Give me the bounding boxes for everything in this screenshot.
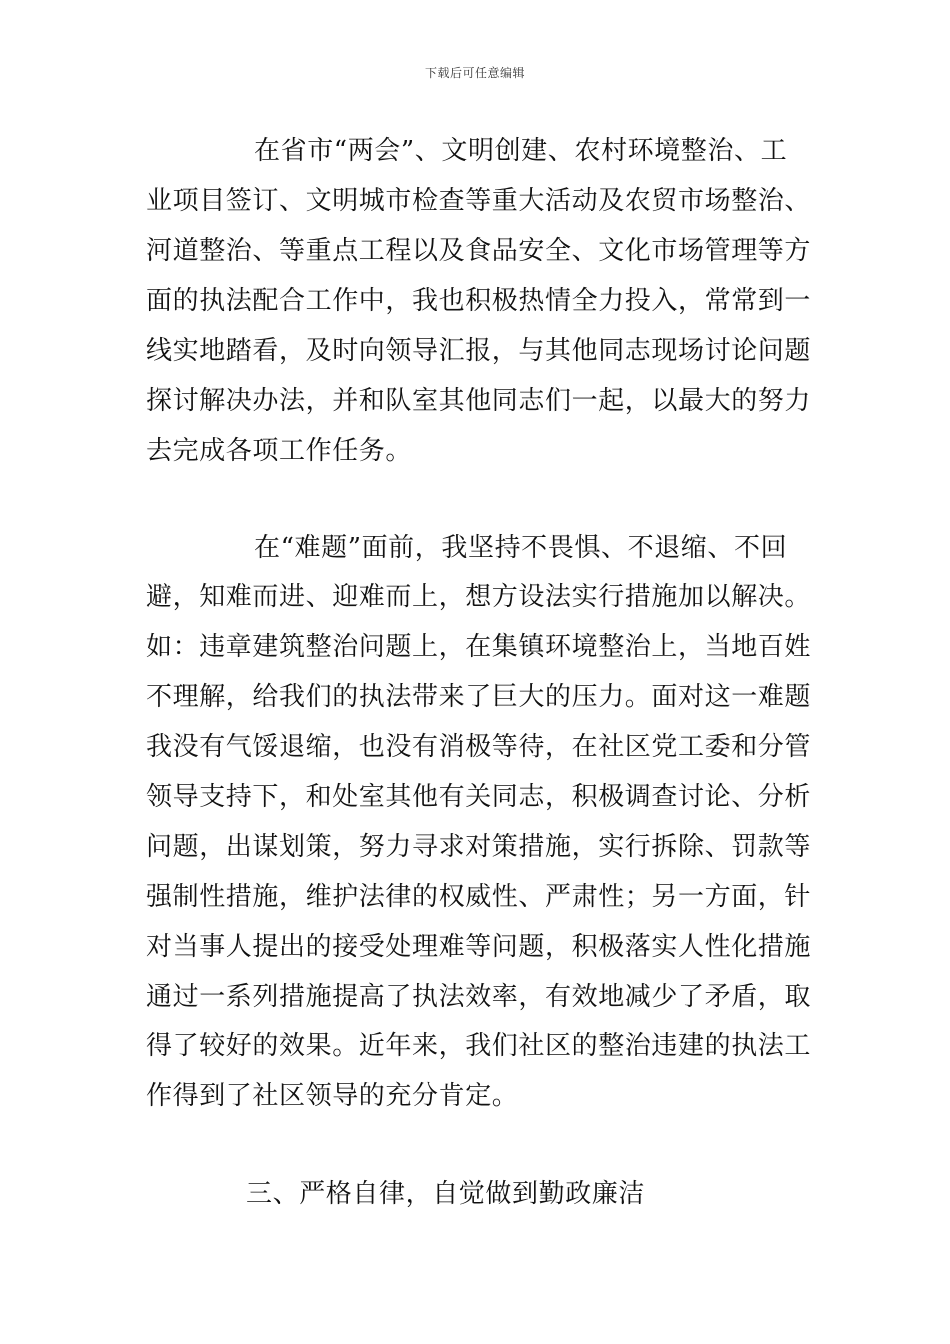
paragraph2-line-2: 避，知难而进、迎难而上，想方设法实行措施加以解决。 [146, 582, 812, 612]
paragraph2-line-8: 强制性措施，维护法律的权威性、严肃性；另一方面，针 [146, 882, 812, 912]
paragraph2-line-11: 得了较好的效果。近年来，我们社区的整治违建的执法工 [146, 1031, 812, 1061]
paragraph2-line-10: 通过一系列措施提高了执法效率，有效地减少了矛盾，取 [146, 982, 812, 1012]
paragraph1-line-4: 面的执法配合工作中，我也积极热情全力投入，常常到一 [146, 286, 812, 316]
paragraph2-line-7: 问题，出谋划策，努力寻求对策措施，实行拆除、罚款等 [146, 832, 812, 862]
paragraph1-line-5: 线实地踏看，及时向领导汇报，与其他同志现场讨论问题 [146, 336, 812, 366]
page-header: 下载后可任意编辑 [424, 66, 525, 80]
paragraph1-line-7: 去完成各项工作任务。 [146, 436, 413, 466]
paragraph2-line-4: 不理解，给我们的执法带来了巨大的压力。面对这一难题 [146, 682, 812, 712]
paragraph2-line-9: 对当事人提出的接受处理难等问题，积极落实人性化措施 [146, 932, 812, 962]
paragraph2-line-5: 我没有气馁退缩，也没有消极等待，在社区党工委和分管 [146, 732, 812, 762]
section-heading: 三、严格自律，自觉做到勤政廉洁 [246, 1179, 646, 1209]
paragraph2-line-12: 作得到了社区领导的充分肯定。 [146, 1081, 519, 1111]
paragraph1-line-1: 在省市“两会”、文明创建、农村环境整治、工 [254, 136, 788, 166]
paragraph2-line-1: 在“难题”面前，我坚持不畏惧、不退缩、不回 [254, 533, 788, 563]
paragraph2-line-3: 如：违章建筑整治问题上，在集镇环境整治上，当地百姓 [146, 632, 812, 662]
paragraph1-line-3: 河道整治、等重点工程以及食品安全、文化市场管理等方 [146, 236, 812, 266]
paragraph1-line-6: 探讨解决办法，并和队室其他同志们一起，以最大的努力 [146, 386, 812, 416]
paragraph2-line-6: 领导支持下，和处室其他有关同志，积极调查讨论、分析 [146, 782, 812, 812]
paragraph1-line-2: 业项目签订、文明城市检查等重大活动及农贸市场整治、 [146, 186, 812, 216]
